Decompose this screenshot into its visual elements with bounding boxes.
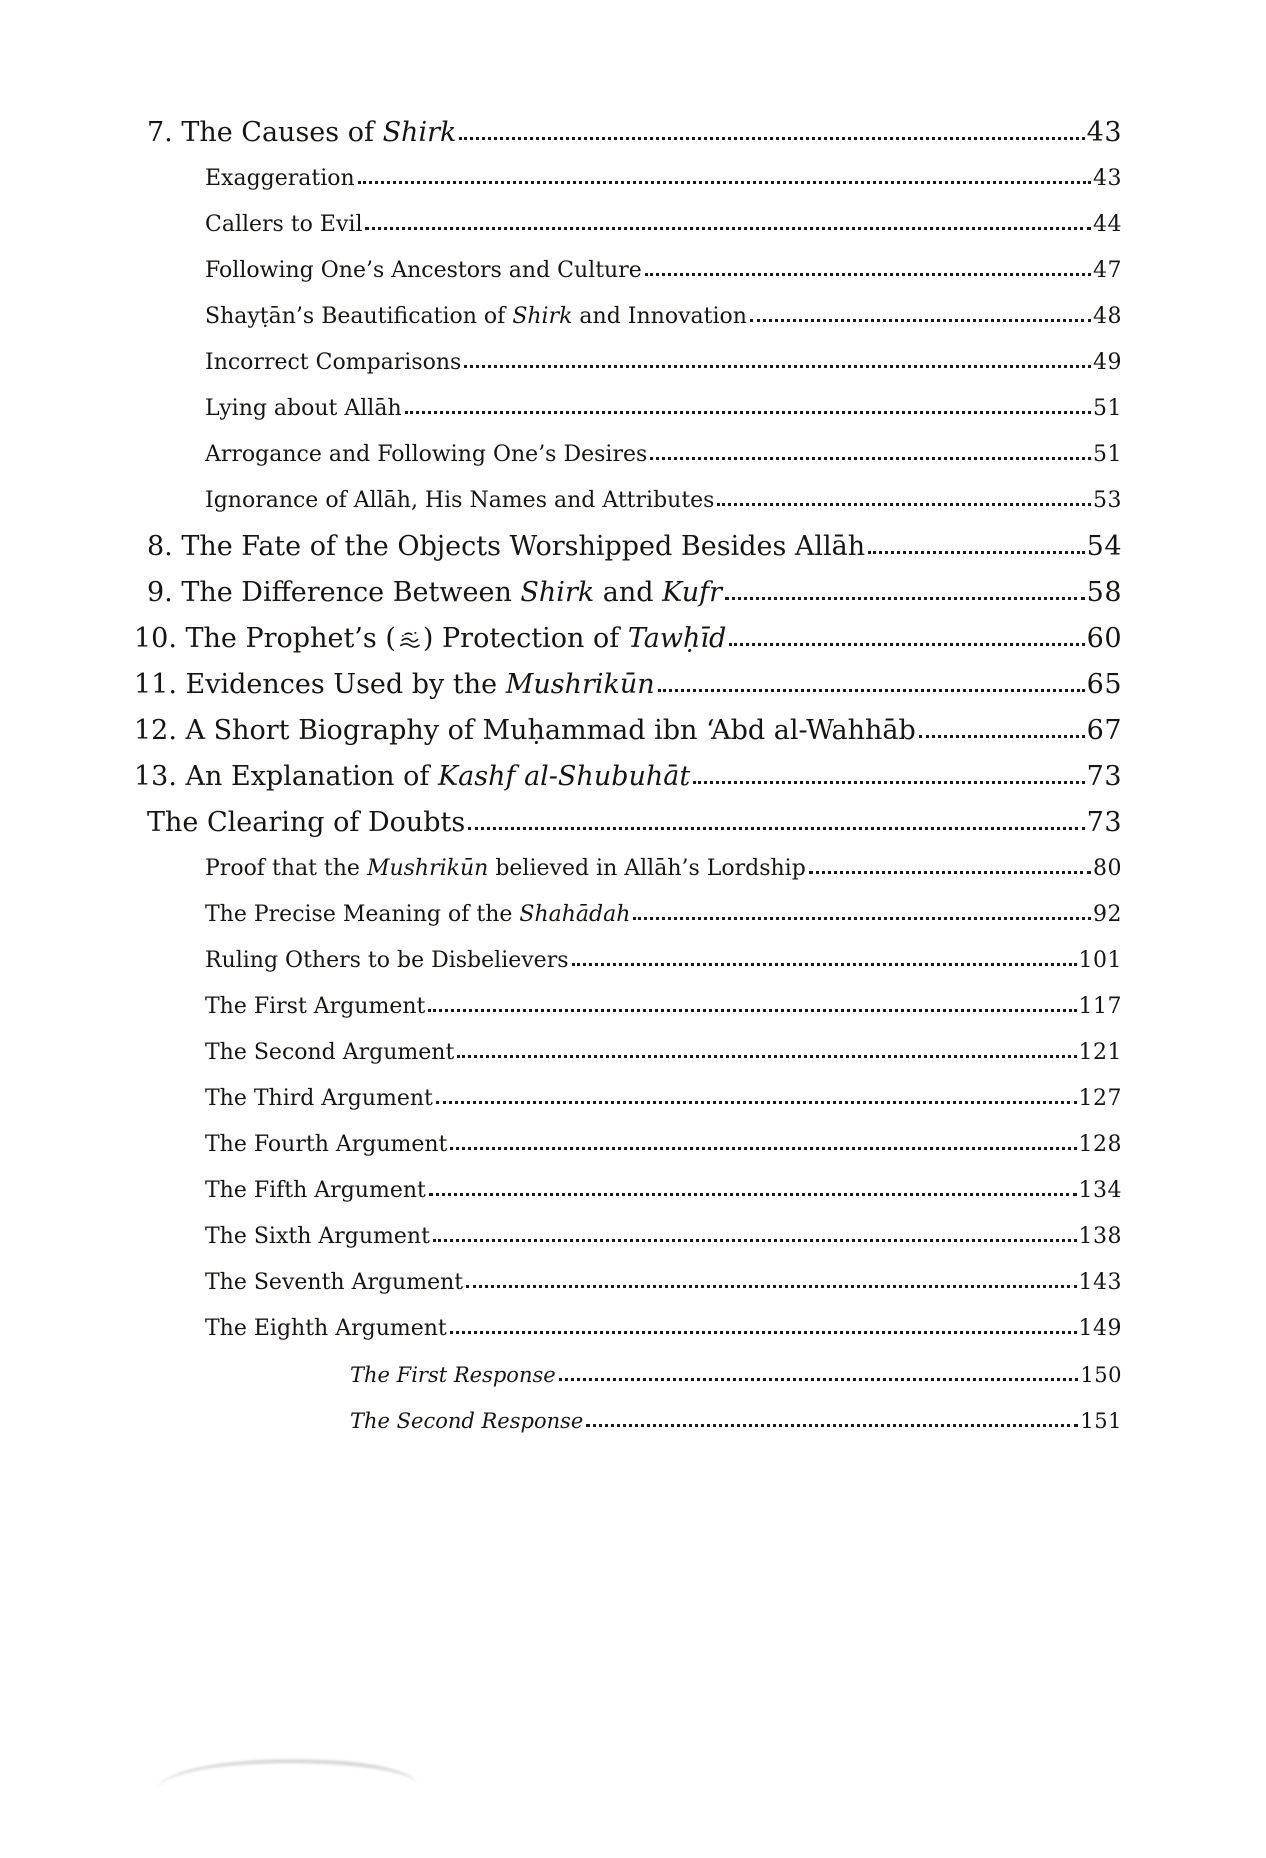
dot-leader bbox=[693, 781, 1084, 784]
toc-entry-title: 9. The Difference Between Shirk and Kufr bbox=[147, 577, 723, 608]
dot-leader bbox=[457, 1055, 1076, 1058]
toc-entry-page-number: 73 bbox=[1086, 807, 1122, 838]
dot-leader bbox=[468, 827, 1084, 830]
toc-entry bbox=[147, 846, 1122, 892]
toc-entry-page-number: 138 bbox=[1078, 1224, 1122, 1249]
toc-entry-page-number: 151 bbox=[1080, 1409, 1122, 1433]
toc-entry-page-number: 54 bbox=[1086, 531, 1122, 562]
toc-entry bbox=[147, 432, 1122, 478]
toc-entry bbox=[147, 1260, 1122, 1306]
toc-entry-title: Exaggeration bbox=[205, 166, 355, 191]
dot-leader bbox=[464, 365, 1091, 368]
toc-entry-page-number: 47 bbox=[1093, 258, 1122, 283]
toc-entry-page-number: 80 bbox=[1093, 856, 1122, 881]
toc-entry bbox=[147, 984, 1122, 1030]
toc-entry bbox=[147, 892, 1122, 938]
toc-entry-page-number: 60 bbox=[1086, 623, 1122, 654]
toc-entry bbox=[147, 1168, 1122, 1214]
dot-leader bbox=[633, 917, 1091, 920]
toc-entry bbox=[147, 1398, 1122, 1444]
toc-entry-page-number: 53 bbox=[1093, 488, 1122, 513]
toc-entry-page-number: 58 bbox=[1086, 577, 1122, 608]
toc-entry bbox=[147, 340, 1122, 386]
toc-entry bbox=[147, 1352, 1122, 1398]
toc-entry-title: The Fourth Argument bbox=[205, 1132, 448, 1157]
toc-entry-page-number: 65 bbox=[1086, 669, 1122, 700]
dot-leader bbox=[358, 181, 1091, 184]
toc-entry-page-number: 48 bbox=[1093, 304, 1122, 329]
toc-entry bbox=[147, 570, 1122, 616]
toc-entry bbox=[134, 708, 1122, 754]
dot-leader bbox=[645, 273, 1091, 276]
toc-entry-page-number: 127 bbox=[1078, 1086, 1122, 1111]
sallallahu-alayhi-wasallam-icon bbox=[397, 627, 422, 652]
toc-entry-page-number: 51 bbox=[1093, 442, 1122, 467]
dot-leader bbox=[559, 1378, 1079, 1381]
toc-entry bbox=[147, 1076, 1122, 1122]
toc-entry-page-number: 67 bbox=[1086, 715, 1122, 746]
dot-leader bbox=[919, 735, 1085, 738]
toc-entry-title: Ignorance of Allāh, His Names and Attributes bbox=[205, 488, 715, 513]
toc-entry bbox=[147, 1122, 1122, 1168]
dot-leader bbox=[809, 871, 1091, 874]
toc-entry bbox=[147, 478, 1122, 524]
dot-leader bbox=[466, 1285, 1076, 1288]
toc-entry-title: 12. A Short Biography of Muḥammad ibn ‘Abd al-Wahhāb bbox=[134, 715, 916, 746]
toc-entry-page-number: 150 bbox=[1080, 1363, 1122, 1387]
dot-leader bbox=[729, 643, 1084, 646]
toc-entry bbox=[147, 248, 1122, 294]
toc-entry-title: Incorrect Comparisons bbox=[205, 350, 462, 375]
toc-entry bbox=[147, 110, 1122, 156]
toc-entry-title: 11. Evidences Used by the Mushrikūn bbox=[134, 669, 655, 700]
toc-entry-page-number: 149 bbox=[1078, 1316, 1122, 1341]
dot-leader bbox=[650, 457, 1091, 460]
dot-leader bbox=[428, 1009, 1076, 1012]
dot-leader bbox=[868, 551, 1084, 554]
dot-leader bbox=[725, 597, 1085, 600]
toc-entry-page-number: 43 bbox=[1093, 166, 1122, 191]
toc-entry bbox=[147, 202, 1122, 248]
dot-leader bbox=[433, 1239, 1077, 1242]
dot-leader bbox=[429, 1193, 1077, 1196]
dot-leader bbox=[658, 689, 1085, 692]
toc-entry bbox=[147, 156, 1122, 202]
dot-leader bbox=[450, 1331, 1077, 1334]
toc-entry-page-number: 117 bbox=[1078, 994, 1122, 1019]
dot-leader bbox=[450, 1147, 1076, 1150]
dot-leader bbox=[436, 1101, 1077, 1104]
dot-leader bbox=[459, 137, 1084, 140]
toc-entry-title: The Precise Meaning of the Shahādah bbox=[205, 902, 631, 927]
toc-entry-page-number: 43 bbox=[1086, 117, 1122, 148]
table-of-contents bbox=[134, 110, 1122, 1444]
toc-entry-title: The First Argument bbox=[205, 994, 426, 1019]
dot-leader bbox=[572, 963, 1077, 966]
toc-entry bbox=[147, 386, 1122, 432]
toc-entry-title: Lying about Allāh bbox=[205, 396, 402, 421]
toc-entry-page-number: 101 bbox=[1078, 948, 1122, 973]
dot-leader bbox=[365, 227, 1091, 230]
toc-entry-title: Following One’s Ancestors and Culture bbox=[205, 258, 642, 283]
toc-entry-title: The Second Response bbox=[350, 1409, 584, 1433]
toc-entry bbox=[147, 524, 1122, 570]
toc-entry bbox=[134, 616, 1122, 662]
toc-entry-title: The Seventh Argument bbox=[205, 1270, 464, 1295]
toc-entry-page-number: 128 bbox=[1078, 1132, 1122, 1157]
toc-entry-title: The Sixth Argument bbox=[205, 1224, 430, 1249]
toc-entry bbox=[134, 662, 1122, 708]
toc-entry-page-number: 143 bbox=[1078, 1270, 1122, 1295]
toc-entry-title: The Third Argument bbox=[205, 1086, 433, 1111]
toc-entry-page-number: 49 bbox=[1093, 350, 1122, 375]
toc-entry-page-number: 51 bbox=[1093, 396, 1122, 421]
toc-entry-title: Ruling Others to be Disbelievers bbox=[205, 948, 569, 973]
toc-entry-title: Arrogance and Following One’s Desires bbox=[205, 442, 648, 467]
toc-entry-page-number: 134 bbox=[1078, 1178, 1122, 1203]
toc-entry bbox=[147, 938, 1122, 984]
toc-entry-title: The Second Argument bbox=[205, 1040, 455, 1065]
toc-entry-title: The Eighth Argument bbox=[205, 1316, 447, 1341]
toc-entry-title: Callers to Evil bbox=[205, 212, 363, 237]
toc-entry bbox=[147, 1214, 1122, 1260]
scan-artifact bbox=[157, 1751, 417, 1806]
toc-entry bbox=[147, 294, 1122, 340]
dot-leader bbox=[717, 503, 1091, 506]
toc-entry-page-number: 121 bbox=[1078, 1040, 1122, 1065]
toc-entry-page-number: 92 bbox=[1093, 902, 1122, 927]
dot-leader bbox=[405, 411, 1091, 414]
dot-leader bbox=[586, 1424, 1078, 1427]
toc-entry-page-number: 44 bbox=[1093, 212, 1122, 237]
toc-entry bbox=[147, 1306, 1122, 1352]
toc-entry-page-number: 73 bbox=[1086, 761, 1122, 792]
toc-entry bbox=[147, 800, 1122, 846]
toc-entry bbox=[134, 754, 1122, 800]
toc-entry-title: The Clearing of Doubts bbox=[147, 807, 466, 838]
toc-entry-title: Proof that the Mushrikūn believed in Allāh’s Lordship bbox=[205, 856, 806, 881]
toc-entry-title: 8. The Fate of the Objects Worshipped Besides Allāh bbox=[147, 531, 866, 562]
toc-entry-title: Shayṭān’s Beautification of Shirk and Innovation bbox=[205, 304, 747, 329]
toc-entry-title: 13. An Explanation of Kashf al-Shubuhāt bbox=[134, 761, 691, 792]
toc-entry-title: 10. The Prophet’s ( ) Protection of Tawḥīd bbox=[134, 623, 727, 654]
toc-entry bbox=[147, 1030, 1122, 1076]
toc-entry-title: The First Response bbox=[350, 1363, 556, 1387]
toc-entry-title: The Fifth Argument bbox=[205, 1178, 426, 1203]
toc-entry-title: 7. The Causes of Shirk bbox=[147, 117, 457, 148]
dot-leader bbox=[750, 319, 1091, 322]
